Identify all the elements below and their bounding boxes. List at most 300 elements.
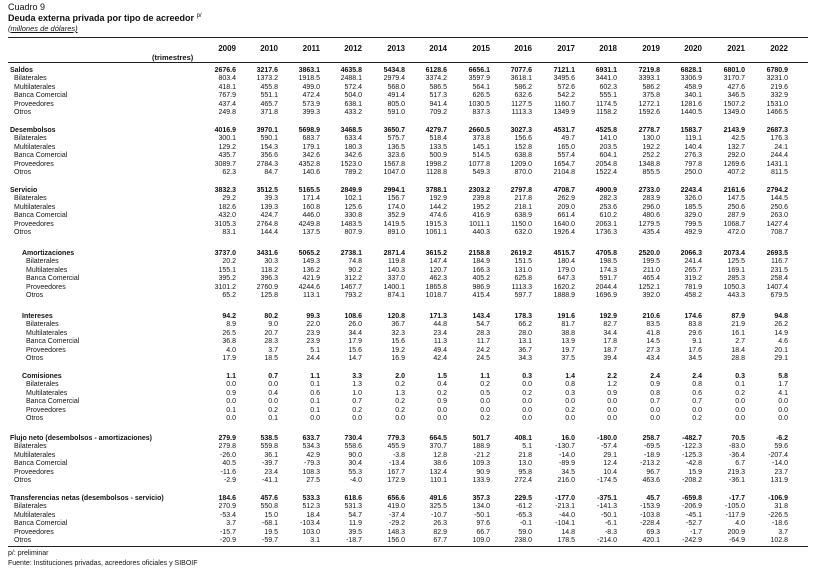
- table-cell: 647.3: [557, 275, 575, 283]
- table-cell: 0.0: [352, 415, 362, 422]
- table-cell: 250.6: [770, 203, 788, 211]
- table-cell: 500.9: [429, 152, 447, 160]
- table-cell: 870.0: [514, 169, 532, 176]
- table-cell: 683.7: [302, 135, 320, 143]
- table-cell: 66.2: [518, 321, 532, 329]
- table-cell: -89.9: [559, 460, 575, 468]
- section-total-cell: 2.4: [692, 373, 702, 380]
- table-cell: 837.3: [472, 109, 490, 116]
- table-cell: 0.0: [437, 406, 447, 414]
- table-cell: 0.0: [395, 415, 405, 422]
- row-label: Banca Comercial: [14, 212, 68, 220]
- table-cell: -37.4: [389, 511, 405, 519]
- table-cell: 39.3: [264, 195, 278, 203]
- table-cell: -11.6: [220, 468, 236, 476]
- table-cell: 0.0: [268, 398, 278, 406]
- table-cell: 272.4: [514, 477, 532, 484]
- section-total-cell: -659.8: [682, 495, 702, 502]
- table-cell: 1252.1: [638, 283, 660, 291]
- table-cell: 1077.8: [468, 160, 490, 168]
- table-cell: 39.4: [603, 355, 617, 362]
- table-cell: -130.7: [555, 443, 575, 451]
- table-cell: 3.7: [268, 346, 278, 354]
- table-cell: 10.4: [603, 468, 617, 476]
- table-cell: -4.0: [349, 477, 362, 484]
- table-cell: 28.3: [476, 329, 490, 337]
- table-cell: 604.1: [599, 152, 617, 160]
- table-cell: -21.2: [474, 451, 490, 459]
- table-cell: 0.0: [778, 415, 788, 422]
- table-cell: 22.0: [306, 321, 320, 329]
- table-cell: 125.5: [727, 258, 745, 266]
- table-cell: 0.0: [226, 398, 236, 406]
- table-cell: 342.6: [344, 152, 362, 160]
- table-cell: -213.2: [640, 460, 660, 468]
- table-cell: 211.0: [643, 266, 660, 274]
- row-label: Proveedores: [14, 220, 54, 228]
- table-cell: 133.5: [429, 143, 447, 151]
- table-cell: 0.2: [395, 398, 405, 406]
- table-cell: 807.9: [344, 229, 362, 236]
- section-total-cell: 3615.2: [425, 250, 447, 257]
- table-cell: -125.3: [682, 451, 702, 459]
- table-cell: 435.7: [218, 152, 236, 160]
- row-label: Multilaterales: [14, 511, 56, 519]
- section-total-cell: 491.6: [429, 495, 447, 502]
- table-cell: 185.5: [684, 203, 702, 211]
- section-total-cell: 3737.0: [214, 250, 236, 257]
- table-cell: 26.2: [774, 321, 788, 329]
- section-total-cell: 4708.7: [553, 187, 575, 194]
- section-total-cell: 6656.1: [468, 67, 490, 74]
- table-cell: 472.0: [727, 229, 745, 236]
- table-cell: 1466.5: [766, 109, 788, 116]
- table-cell: 1.3: [352, 381, 362, 389]
- table-cell: 793.2: [344, 292, 362, 299]
- bottom-rule: [8, 546, 808, 547]
- section-total-cell: 538.5: [260, 435, 278, 442]
- table-cell: 148.3: [387, 528, 405, 536]
- table-cell: 262.9: [557, 195, 575, 203]
- table-cell: 1158.2: [596, 109, 617, 116]
- table-cell: 132.7: [727, 143, 745, 151]
- table-cell: -36.4: [729, 451, 745, 459]
- section-total-cell: 2619.2: [510, 250, 532, 257]
- table-cell: 13.0: [518, 460, 532, 468]
- table-cell: 0.0: [650, 406, 660, 414]
- table-cell: -207.4: [768, 451, 788, 459]
- table-cell: 42.5: [731, 135, 745, 143]
- table-cell: 218.1: [514, 203, 532, 211]
- table-cell: 238.0: [514, 537, 532, 544]
- table-cell: 8.9: [226, 321, 236, 329]
- table-cell: 0.7: [650, 398, 660, 406]
- section-total-cell: 2687.3: [766, 127, 788, 134]
- table-cell: 155.1: [218, 266, 236, 274]
- table-cell: 113.1: [303, 292, 320, 299]
- section-total-cell: 2243.4: [680, 187, 702, 194]
- table-cell: 9.1: [692, 338, 702, 346]
- row-label: Proveedores: [14, 528, 54, 536]
- table-cell: 9.0: [268, 321, 278, 329]
- table-cell: 62.3: [222, 169, 236, 176]
- table-cell: 0.2: [565, 406, 575, 414]
- table-cell: 610.2: [599, 212, 617, 220]
- table-cell: 282.3: [599, 195, 617, 203]
- table-cell: 258.4: [770, 275, 788, 283]
- table-cell: -69.5: [644, 443, 660, 451]
- table-cell: 602.3: [599, 83, 617, 91]
- table-cell: 492.9: [684, 229, 702, 236]
- table-cell: -50.1: [474, 511, 490, 519]
- table-cell: 144.5: [770, 195, 788, 203]
- section-total-cell: 210.6: [642, 313, 660, 320]
- table-cell: 132.4: [429, 468, 447, 476]
- table-number: Cuadro 9: [8, 2, 46, 12]
- table-cell: 34.4: [603, 329, 617, 337]
- trimestres-label: (trimestres): [152, 53, 194, 62]
- table-cell: 4.1: [778, 389, 788, 397]
- table-cell: 1696.9: [595, 292, 617, 299]
- table-cell: 184.9: [472, 258, 490, 266]
- section-total-cell: 16.0: [561, 435, 575, 442]
- table-cell: 499.0: [302, 83, 320, 91]
- table-cell: 626.5: [472, 92, 490, 100]
- table-cell: 1467.7: [340, 283, 362, 291]
- table-cell: -65.3: [516, 511, 532, 519]
- year-header: 2010: [260, 44, 278, 53]
- table-cell: 0.0: [650, 415, 660, 422]
- section-total-cell: 501.7: [472, 435, 490, 442]
- table-cell: 0.0: [310, 415, 320, 422]
- row-label: Banca Comercial: [14, 92, 68, 100]
- table-cell: 679.5: [770, 292, 788, 299]
- table-cell: 178.5: [557, 537, 575, 544]
- table-cell: 597.7: [514, 292, 532, 299]
- table-cell: 329.0: [684, 212, 702, 220]
- section-total-cell: 174.6: [684, 313, 702, 320]
- section-total-cell: -177.0: [555, 495, 575, 502]
- year-header: 2011: [302, 44, 320, 53]
- table-cell: 586.5: [429, 83, 447, 91]
- table-cell: 15.0: [264, 511, 278, 519]
- table-cell: 462.3: [429, 275, 447, 283]
- table-cell: 1483.5: [340, 220, 362, 228]
- section-total-cell: 3832.3: [214, 187, 236, 194]
- section-total-cell: 70.5: [731, 435, 745, 442]
- row-label: Otros: [14, 169, 32, 176]
- table-cell: 20.2: [222, 258, 236, 266]
- table-cell: 458.2: [684, 292, 702, 299]
- section-total-cell: 457.6: [260, 495, 278, 502]
- section-total-cell: 6801.0: [723, 67, 745, 74]
- table-cell: 11.9: [348, 520, 362, 528]
- table-cell: -59.7: [262, 537, 278, 544]
- table-cell: 24.4: [306, 355, 320, 362]
- table-cell: 151.5: [514, 258, 532, 266]
- table-cell: -29.2: [389, 520, 405, 528]
- table-cell: 1918.5: [298, 75, 320, 83]
- table-cell: 26.3: [433, 520, 447, 528]
- table-cell: 874.1: [387, 292, 405, 299]
- table-cell: -0.1: [519, 520, 532, 528]
- table-cell: 0.0: [607, 406, 617, 414]
- table-cell: 82.7: [603, 321, 617, 329]
- section-total-cell: 2520.0: [638, 250, 660, 257]
- section-total-cell: 4279.7: [425, 127, 447, 134]
- table-cell: 573.9: [302, 100, 320, 108]
- table-cell: 709.2: [429, 109, 447, 116]
- section-total-cell: 3970.1: [256, 127, 278, 134]
- table-cell: 491.4: [387, 92, 405, 100]
- table-cell: 21.8: [518, 451, 532, 459]
- section-total-cell: 191.6: [557, 313, 575, 320]
- table-cell: 1888.9: [553, 292, 575, 299]
- year-header: 2021: [727, 44, 745, 53]
- table-cell: 586.2: [514, 83, 532, 91]
- table-cell: 96.7: [646, 468, 660, 476]
- section-total-cell: 2.2: [607, 373, 617, 380]
- section-total-cell: 4635.8: [340, 67, 362, 74]
- table-cell: 632.0: [514, 229, 532, 236]
- table-cell: 263.0: [770, 212, 788, 220]
- table-cell: 625.8: [514, 275, 532, 283]
- table-cell: 5.1: [522, 443, 532, 451]
- section-total-cell: 1.1: [310, 373, 320, 380]
- table-cell: 420.1: [642, 537, 660, 544]
- table-cell: 140.4: [684, 143, 702, 151]
- table-cell: 44.8: [433, 321, 447, 329]
- table-cell: 23.9: [306, 329, 320, 337]
- table-cell: 2784.3: [256, 160, 278, 168]
- table-cell: 375.8: [642, 92, 660, 100]
- table-cell: 30.3: [264, 258, 278, 266]
- table-cell: 0.6: [692, 389, 702, 397]
- section-total-cell: 3027.3: [510, 127, 532, 134]
- table-cell: 396.3: [260, 275, 278, 283]
- table-cell: 14.9: [774, 329, 788, 337]
- table-cell: 192.9: [429, 195, 447, 203]
- table-cell: 102.8: [770, 537, 788, 544]
- table-cell: 34.5: [561, 468, 575, 476]
- table-cell: 638.8: [514, 152, 532, 160]
- table-cell: 169.1: [727, 266, 745, 274]
- table-cell: 176.3: [770, 135, 788, 143]
- table-cell: 337.0: [387, 275, 405, 283]
- table-cell: 458.9: [684, 83, 702, 91]
- table-cell: 17.8: [603, 338, 617, 346]
- table-cell: 1127.5: [511, 100, 532, 108]
- table-cell: 125.6: [344, 203, 362, 211]
- table-cell: 18.7: [603, 346, 617, 354]
- table-cell: 661.4: [557, 212, 575, 220]
- table-cell: 1592.6: [638, 109, 660, 116]
- table-cell: -10.7: [431, 511, 447, 519]
- table-cell: 1998.2: [425, 160, 447, 168]
- section-total-cell: 2.4: [650, 373, 660, 380]
- table-cell: 3306.9: [680, 75, 702, 83]
- row-label: Bilaterales: [14, 75, 47, 83]
- section-total-cell: 192.9: [599, 313, 617, 320]
- table-cell: 200.9: [727, 528, 745, 536]
- row-label: Multilaterales: [14, 451, 56, 459]
- table-cell: 116.7: [771, 258, 788, 266]
- table-cell: -1.7: [689, 528, 702, 536]
- table-cell: 5.1: [310, 346, 320, 354]
- table-cell: 0.1: [310, 398, 320, 406]
- table-cell: 1269.6: [723, 160, 745, 168]
- unit-subtitle: (millones de dólares): [8, 24, 78, 33]
- section-total-cell: 618.6: [344, 495, 362, 502]
- section-total-cell: 3788.1: [425, 187, 447, 194]
- section-total-cell: -180.0: [597, 435, 617, 442]
- section-total-cell: 0.3: [735, 373, 745, 380]
- table-cell: 29.2: [222, 195, 236, 203]
- table-cell: 590.1: [260, 135, 278, 143]
- table-cell: 0.0: [607, 415, 617, 422]
- table-cell: 1018.7: [425, 292, 447, 299]
- table-cell: 0.2: [480, 381, 490, 389]
- table-cell: 192.2: [642, 143, 660, 151]
- row-label: Otros: [14, 229, 32, 236]
- table-cell: -208.2: [682, 477, 702, 484]
- table-cell: 292.0: [727, 152, 745, 160]
- table-cell: 41.8: [646, 329, 660, 337]
- row-label: Multilaterales: [26, 389, 68, 397]
- row-label: Bilaterales: [14, 135, 47, 143]
- section-total-cell: -375.1: [597, 495, 617, 502]
- table-cell: 1.7: [778, 381, 788, 389]
- table-cell: 36.7: [391, 321, 405, 329]
- table-cell: 1128.8: [426, 169, 447, 176]
- table-cell: 638.1: [344, 100, 362, 108]
- year-header: 2018: [599, 44, 617, 53]
- table-cell: 90.0: [348, 451, 362, 459]
- table-cell: 34.4: [348, 329, 362, 337]
- table-cell: 465.4: [642, 275, 660, 283]
- table-cell: 20.7: [264, 329, 278, 337]
- section-total-cell: 6780.9: [766, 67, 788, 74]
- table-cell: 156.6: [514, 135, 532, 143]
- table-cell: 217.8: [514, 195, 532, 203]
- section-total-cell: 3.3: [352, 373, 362, 380]
- section-total-cell: 0.7: [268, 373, 278, 380]
- table-cell: 4244.6: [298, 283, 320, 291]
- row-label: Banca Comercial: [26, 398, 80, 406]
- section-total-cell: 5.8: [778, 373, 788, 380]
- section-total-cell: 3512.5: [256, 187, 278, 194]
- table-cell: 1915.3: [425, 220, 447, 228]
- table-cell: 1654.7: [553, 160, 575, 168]
- section-total-cell: 664.5: [429, 435, 447, 442]
- table-cell: 6.7: [735, 460, 745, 468]
- section-total-cell: 3650.7: [383, 127, 405, 134]
- table-cell: 1113.3: [511, 283, 532, 291]
- table-cell: 370.7: [429, 443, 447, 451]
- table-cell: 20.1: [774, 346, 788, 354]
- table-cell: 174.3: [599, 266, 617, 274]
- table-cell: 330.8: [344, 212, 362, 220]
- table-cell: -18.6: [772, 520, 788, 528]
- section-label: Servicio: [10, 187, 38, 194]
- table-cell: 319.2: [684, 275, 702, 283]
- table-cell: 239.8: [472, 195, 490, 203]
- table-cell: 2764.8: [256, 220, 278, 228]
- table-cell: 346.5: [727, 92, 745, 100]
- table-cell: 1407.4: [766, 283, 788, 291]
- table-cell: 4352.8: [298, 160, 320, 168]
- table-cell: 0.0: [226, 381, 236, 389]
- section-total-cell: 0.3: [522, 373, 532, 380]
- table-cell: 395.2: [218, 275, 236, 283]
- table-cell: 0.0: [226, 415, 236, 422]
- table-cell: 0.4: [268, 389, 278, 397]
- table-cell: -18.7: [346, 537, 362, 544]
- table-cell: 418.1: [218, 83, 236, 91]
- table-cell: 119.1: [685, 135, 702, 143]
- table-cell: -79.3: [304, 460, 320, 468]
- table-cell: 3.7: [778, 528, 788, 536]
- table-cell: 156.0: [387, 537, 405, 544]
- section-total-cell: 2994.1: [383, 187, 405, 194]
- section-total-cell: 99.3: [306, 313, 320, 320]
- table-cell: 12.8: [433, 451, 447, 459]
- table-cell: 28.0: [518, 329, 532, 337]
- table-cell: 131.0: [514, 266, 532, 274]
- table-cell: 40.5: [222, 460, 236, 468]
- table-cell: 38.6: [433, 460, 447, 468]
- table-cell: -13.4: [389, 460, 405, 468]
- table-cell: 39.5: [348, 528, 362, 536]
- section-total-cell: 2849.9: [340, 187, 362, 194]
- table-cell: 0.0: [735, 398, 745, 406]
- table-cell: 811.5: [771, 169, 788, 176]
- table-cell: 1.0: [352, 389, 362, 397]
- table-cell: 326.0: [684, 195, 702, 203]
- table-cell: -6.1: [604, 520, 617, 528]
- table-cell: 797.8: [684, 160, 702, 168]
- section-total-cell: 3431.6: [256, 250, 278, 257]
- table-cell: 13.9: [561, 338, 575, 346]
- section-total-cell: 6931.1: [595, 67, 617, 74]
- table-cell: 1531.0: [766, 100, 788, 108]
- table-cell: 1047.0: [383, 169, 405, 176]
- table-cell: 572.4: [344, 83, 362, 91]
- table-cell: 18.5: [264, 355, 278, 362]
- table-cell: 285.3: [727, 275, 745, 283]
- table-cell: 252.2: [642, 152, 660, 160]
- section-total-cell: 357.3: [472, 495, 490, 502]
- table-cell: 323.6: [387, 152, 405, 160]
- row-label: Otros: [26, 355, 44, 362]
- table-cell: -61.2: [516, 503, 532, 511]
- table-cell: 419.0: [387, 503, 405, 511]
- table-cell: 43.4: [646, 355, 660, 362]
- table-cell: 559.8: [260, 443, 278, 451]
- table-cell: 179.1: [302, 143, 320, 151]
- table-cell: 23.9: [306, 338, 320, 346]
- table-cell: 145.1: [472, 143, 490, 151]
- year-header: 2022: [770, 44, 788, 53]
- table-cell: 42.4: [433, 355, 447, 362]
- table-cell: 250.6: [727, 203, 745, 211]
- table-cell: 29.1: [603, 451, 617, 459]
- table-cell: 49.7: [561, 135, 575, 143]
- row-label: Multilaterales: [14, 143, 56, 151]
- table-cell: 799.5: [684, 220, 702, 228]
- table-cell: 103.0: [302, 528, 320, 536]
- table-cell: 195.2: [472, 203, 490, 211]
